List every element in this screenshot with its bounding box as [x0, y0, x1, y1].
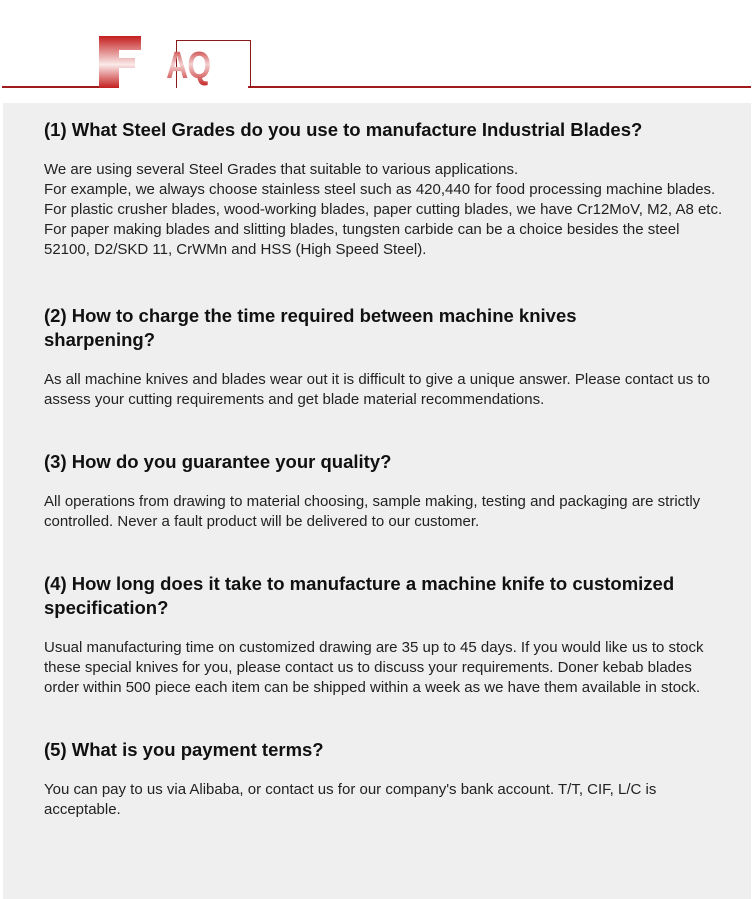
faq-answer-line: As all machine knives and blades wear out it is difficult to give a unique answer. Please contact us to assess your cutting requirements and get blade material recommendations.	[44, 371, 710, 408]
faq-answer-line: We are using several Steel Grades that suitable to various applications.	[44, 161, 519, 178]
faq-answer-line: For plastic crusher blades, wood-working blades, paper cutting blades, we have Cr12MoV, M2, A8 etc.	[44, 201, 723, 218]
faq-item-4	[44, 572, 724, 698]
logo-text-aq: AQ	[163, 45, 213, 88]
faq-question: (5) What is you payment terms?	[44, 739, 324, 760]
faq-question: (2) How to charge the time required between machine knives sharpening?	[44, 305, 577, 350]
faq-item-1	[44, 118, 724, 260]
faq-question: (4) How long does it take to manufacture a machine knife to customized specification?	[44, 573, 675, 618]
faq-question: (3) How do you guarantee your quality?	[44, 451, 392, 472]
faq-answer-line: For paper making blades and slitting blades, tungsten carbide can be a choice besides the steel 52100, D2/SKD 11, CrWMn and HSS (High Speed Steel).	[44, 221, 680, 258]
faq-answer-line: For example, we always choose stainless steel such as 420,440 for food processing machine blades.	[44, 181, 716, 198]
faq-list	[44, 118, 724, 820]
faq-answer-line: You can pay to us via Alibaba, or contact us for our company's bank account. T/T, CIF, L/C is acceptable.	[44, 781, 657, 818]
faq-question: (1) What Steel Grades do you use to manufacture Industrial Blades?	[44, 119, 643, 140]
header-rule-left	[2, 86, 100, 88]
faq-item-2	[44, 304, 724, 410]
header-rule-right	[248, 86, 751, 88]
faq-answer-line: All operations from drawing to material choosing, sample making, testing and packaging are strictly controlled. Never a fault product will be delivered to our customer.	[44, 493, 701, 530]
faq-item-3	[44, 450, 724, 532]
logo-letter-f	[99, 36, 141, 88]
faq-answer-line: Usual manufacturing time on customized drawing are 35 up to 45 days. If you would like us to stock these special knives for you, please contact us to discuss your requirements. Doner kebab blades order within 500 piece each item can be shipped within a week as we have them available in stock.	[44, 639, 704, 696]
faq-item-5	[44, 738, 724, 820]
